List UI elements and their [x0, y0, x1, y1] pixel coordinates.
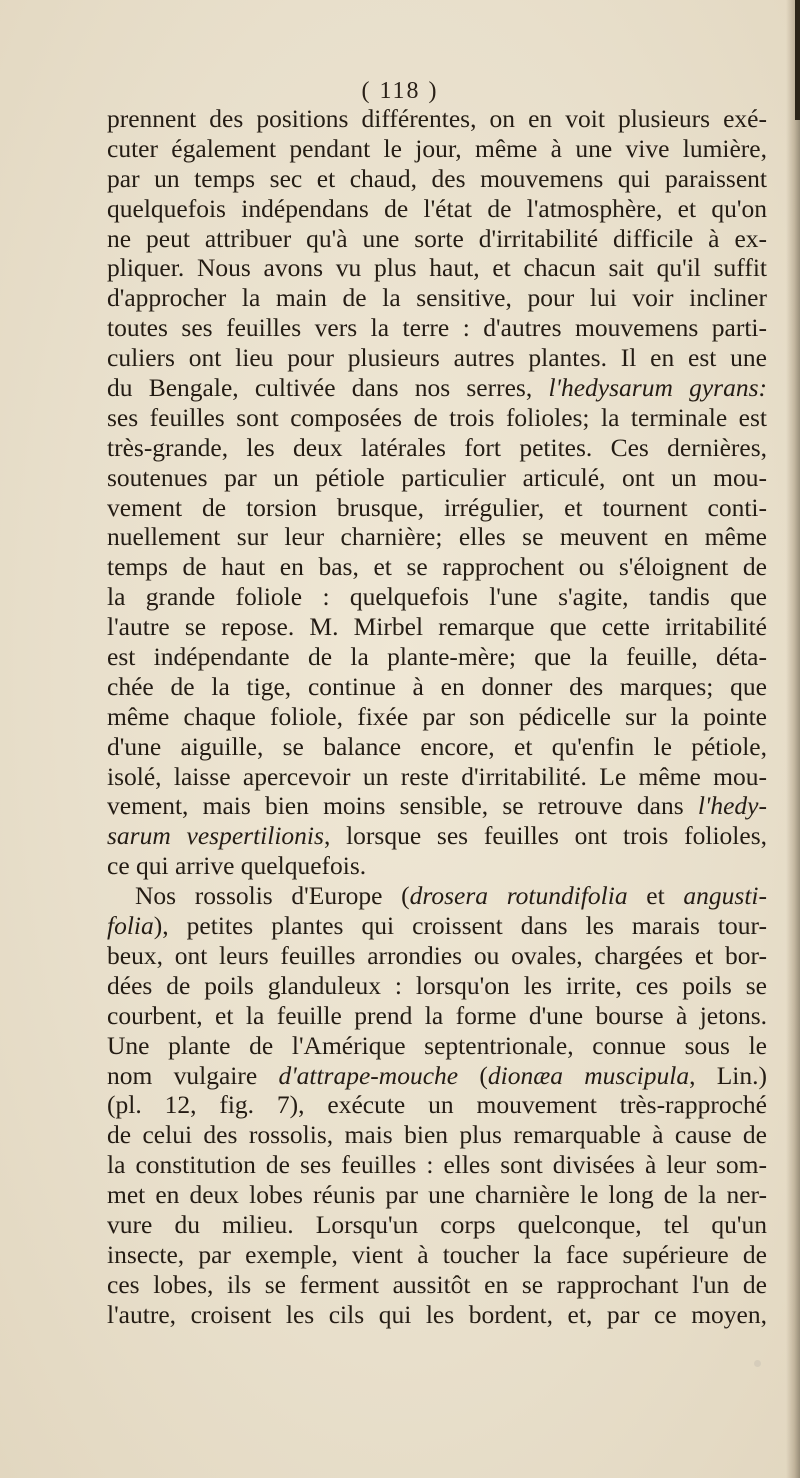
- text-segment: vure du milieu. Lorsqu'un corps quelconque, tel qu'un: [107, 1209, 767, 1239]
- text-segment: Nos rossolis d'Europe (: [135, 881, 410, 911]
- text-line: [107, 702, 767, 732]
- text-line: [107, 522, 767, 552]
- text-segment: dées de poils glanduleux : lorsqu'on les irrite, ces poils se: [107, 970, 767, 1000]
- text-line: [107, 1001, 767, 1031]
- text-line: [107, 164, 767, 194]
- text-segment: beux, ont leurs feuilles arrondies ou ovales, chargées et bor-: [107, 940, 767, 970]
- text-segment: vement de torsion brusque, irrégulier, et tournent conti-: [107, 492, 767, 522]
- text-segment: et: [627, 881, 684, 911]
- text-segment: , lorsque ses feuilles ont trois folioles,: [323, 821, 767, 851]
- text-line: [107, 403, 767, 433]
- text-segment: temps de haut en bas, et se rapprochent ou s'éloignent de: [107, 552, 767, 582]
- text-line: [107, 732, 767, 762]
- text-segment: nom vulgaire: [107, 1060, 279, 1090]
- text-segment: vement, mais bien moins sensible, se retrouve dans: [107, 791, 698, 821]
- text-line: [107, 791, 767, 821]
- text-segment: nuellement sur leur charnière; elles se meuvent en même: [107, 522, 767, 552]
- text-line: [107, 1150, 767, 1180]
- text-segment: chée de la tige, continue à en donner des marques; que: [107, 671, 767, 701]
- text-line: [107, 224, 767, 254]
- italic-text: angusti-: [683, 881, 768, 911]
- text-segment: culiers ont lieu pour plusieurs autres plantes. Il en est une: [107, 343, 767, 373]
- text-segment: isolé, laisse apercevoir un reste d'irritabilité. Le même mou-: [107, 761, 767, 791]
- text-segment: ce qui arrive quelquefois.: [107, 851, 367, 881]
- text-line: [107, 104, 767, 134]
- text-line: [107, 1300, 767, 1330]
- text-segment: Une plante de l'Amérique septentrionale, connue sous le: [107, 1030, 767, 1060]
- text-line: [107, 612, 767, 642]
- text-segment: même chaque foliole, fixée par son pédicelle sur la pointe: [107, 701, 767, 731]
- text-segment: l'autre, croisent les cils qui les bordent, et, par ce moyen,: [107, 1299, 767, 1329]
- text-line: [107, 821, 767, 851]
- text-line: [107, 941, 767, 971]
- text-segment: (pl. 12, fig. 7), exécute un mouvement très-rapproché: [107, 1090, 767, 1120]
- text-line: [107, 911, 767, 941]
- text-segment: ), petites plantes qui croissent dans les marais tour-: [153, 911, 767, 941]
- text-segment: ses feuilles sont composées de trois folioles; la terminale est: [107, 402, 767, 432]
- italic-text: dionæa muscipula: [487, 1060, 690, 1090]
- text-segment: courbent, et la feuille prend la forme d'une bourse à jetons.: [107, 1000, 767, 1030]
- italic-text: l'hedy-: [697, 791, 767, 821]
- text-line: [107, 433, 767, 463]
- text-segment: la grande foliole : quelquefois l'une s'agite, tandis que: [107, 582, 767, 612]
- text-line: [107, 194, 767, 224]
- page-number: ( 118 ): [361, 78, 439, 104]
- italic-text: d'attrape-mouche: [278, 1060, 459, 1090]
- text-line: [107, 1240, 767, 1270]
- text-line: [107, 1090, 767, 1120]
- text-line: [107, 1210, 767, 1240]
- text-line: [107, 283, 767, 313]
- text-line: [107, 134, 767, 164]
- text-line: [107, 1270, 767, 1300]
- italic-text: l'hedysarum gyrans:: [548, 373, 767, 403]
- italic-text: sarum vespertilionis: [107, 821, 324, 851]
- text-line: [107, 672, 767, 702]
- text-line: [107, 971, 767, 1001]
- text-line: [107, 1061, 767, 1091]
- text-segment: insecte, par exemple, vient à toucher la face supérieure de: [107, 1239, 767, 1269]
- text-segment: toutes ses feuilles vers la terre : d'autres mouvemens parti-: [107, 313, 767, 343]
- text-segment: très-grande, les deux latérales fort petites. Ces dernières,: [107, 432, 767, 462]
- text-segment: par un temps sec et chaud, des mouvemens qui paraissent: [107, 163, 767, 193]
- text-segment: du Bengale, cultivée dans nos serres,: [107, 373, 549, 403]
- text-segment: ne peut attribuer qu'à une sorte d'irritabilité difficile à ex-: [107, 223, 767, 253]
- text-segment: la constitution de ses feuilles : elles sont divisées à leur som-: [107, 1150, 767, 1180]
- text-line: [107, 253, 767, 283]
- text-segment: cuter également pendant le jour, même à une vive lumière,: [107, 133, 767, 163]
- text-segment: ces lobes, ils se ferment aussitôt en se rapprochant l'un de: [107, 1269, 767, 1299]
- italic-text: folia: [107, 911, 154, 941]
- text-segment: pliquer. Nous avons vu plus haut, et chacun sait qu'il suffit: [107, 253, 767, 283]
- text-segment: (: [458, 1060, 488, 1090]
- paper-speck: [754, 1360, 761, 1367]
- text-line: [107, 343, 767, 373]
- page-edge-shadow: [786, 0, 800, 1478]
- text-line: [107, 582, 767, 612]
- text-segment: quelquefois indépendans de l'état de l'atmosphère, et qu'on: [107, 193, 767, 223]
- text-segment: soutenues par un pétiole particulier articulé, ont un mou-: [107, 462, 767, 492]
- text-segment: d'approcher la main de la sensitive, pour lui voir incliner: [107, 283, 767, 313]
- body-text: [107, 104, 767, 1330]
- text-segment: , Lin.): [689, 1060, 768, 1090]
- text-line: [107, 552, 767, 582]
- text-line: [107, 493, 767, 523]
- text-line: [107, 373, 767, 403]
- text-line: [107, 762, 767, 792]
- text-segment: est indépendante de la plante-mère; que la feuille, déta-: [107, 642, 767, 672]
- italic-text: drosera rotundifolia: [409, 881, 628, 911]
- text-line: [107, 881, 767, 911]
- text-segment: de celui des rossolis, mais bien plus remarquable à cause de: [107, 1120, 767, 1150]
- text-segment: l'autre se repose. M. Mirbel remarque que cette irritabilité: [107, 612, 767, 642]
- text-line: [107, 851, 767, 881]
- text-segment: d'une aiguille, se balance encore, et qu'enfin le pétiole,: [107, 731, 767, 761]
- text-line: [107, 1031, 767, 1061]
- text-segment: met en deux lobes réunis par une charnière le long de la ner-: [107, 1180, 767, 1210]
- text-segment: prennent des positions différentes, on en voit plusieurs exé-: [107, 104, 767, 133]
- text-line: [107, 1180, 767, 1210]
- text-line: [107, 1120, 767, 1150]
- text-line: [107, 642, 767, 672]
- text-line: [107, 313, 767, 343]
- text-line: [107, 463, 767, 493]
